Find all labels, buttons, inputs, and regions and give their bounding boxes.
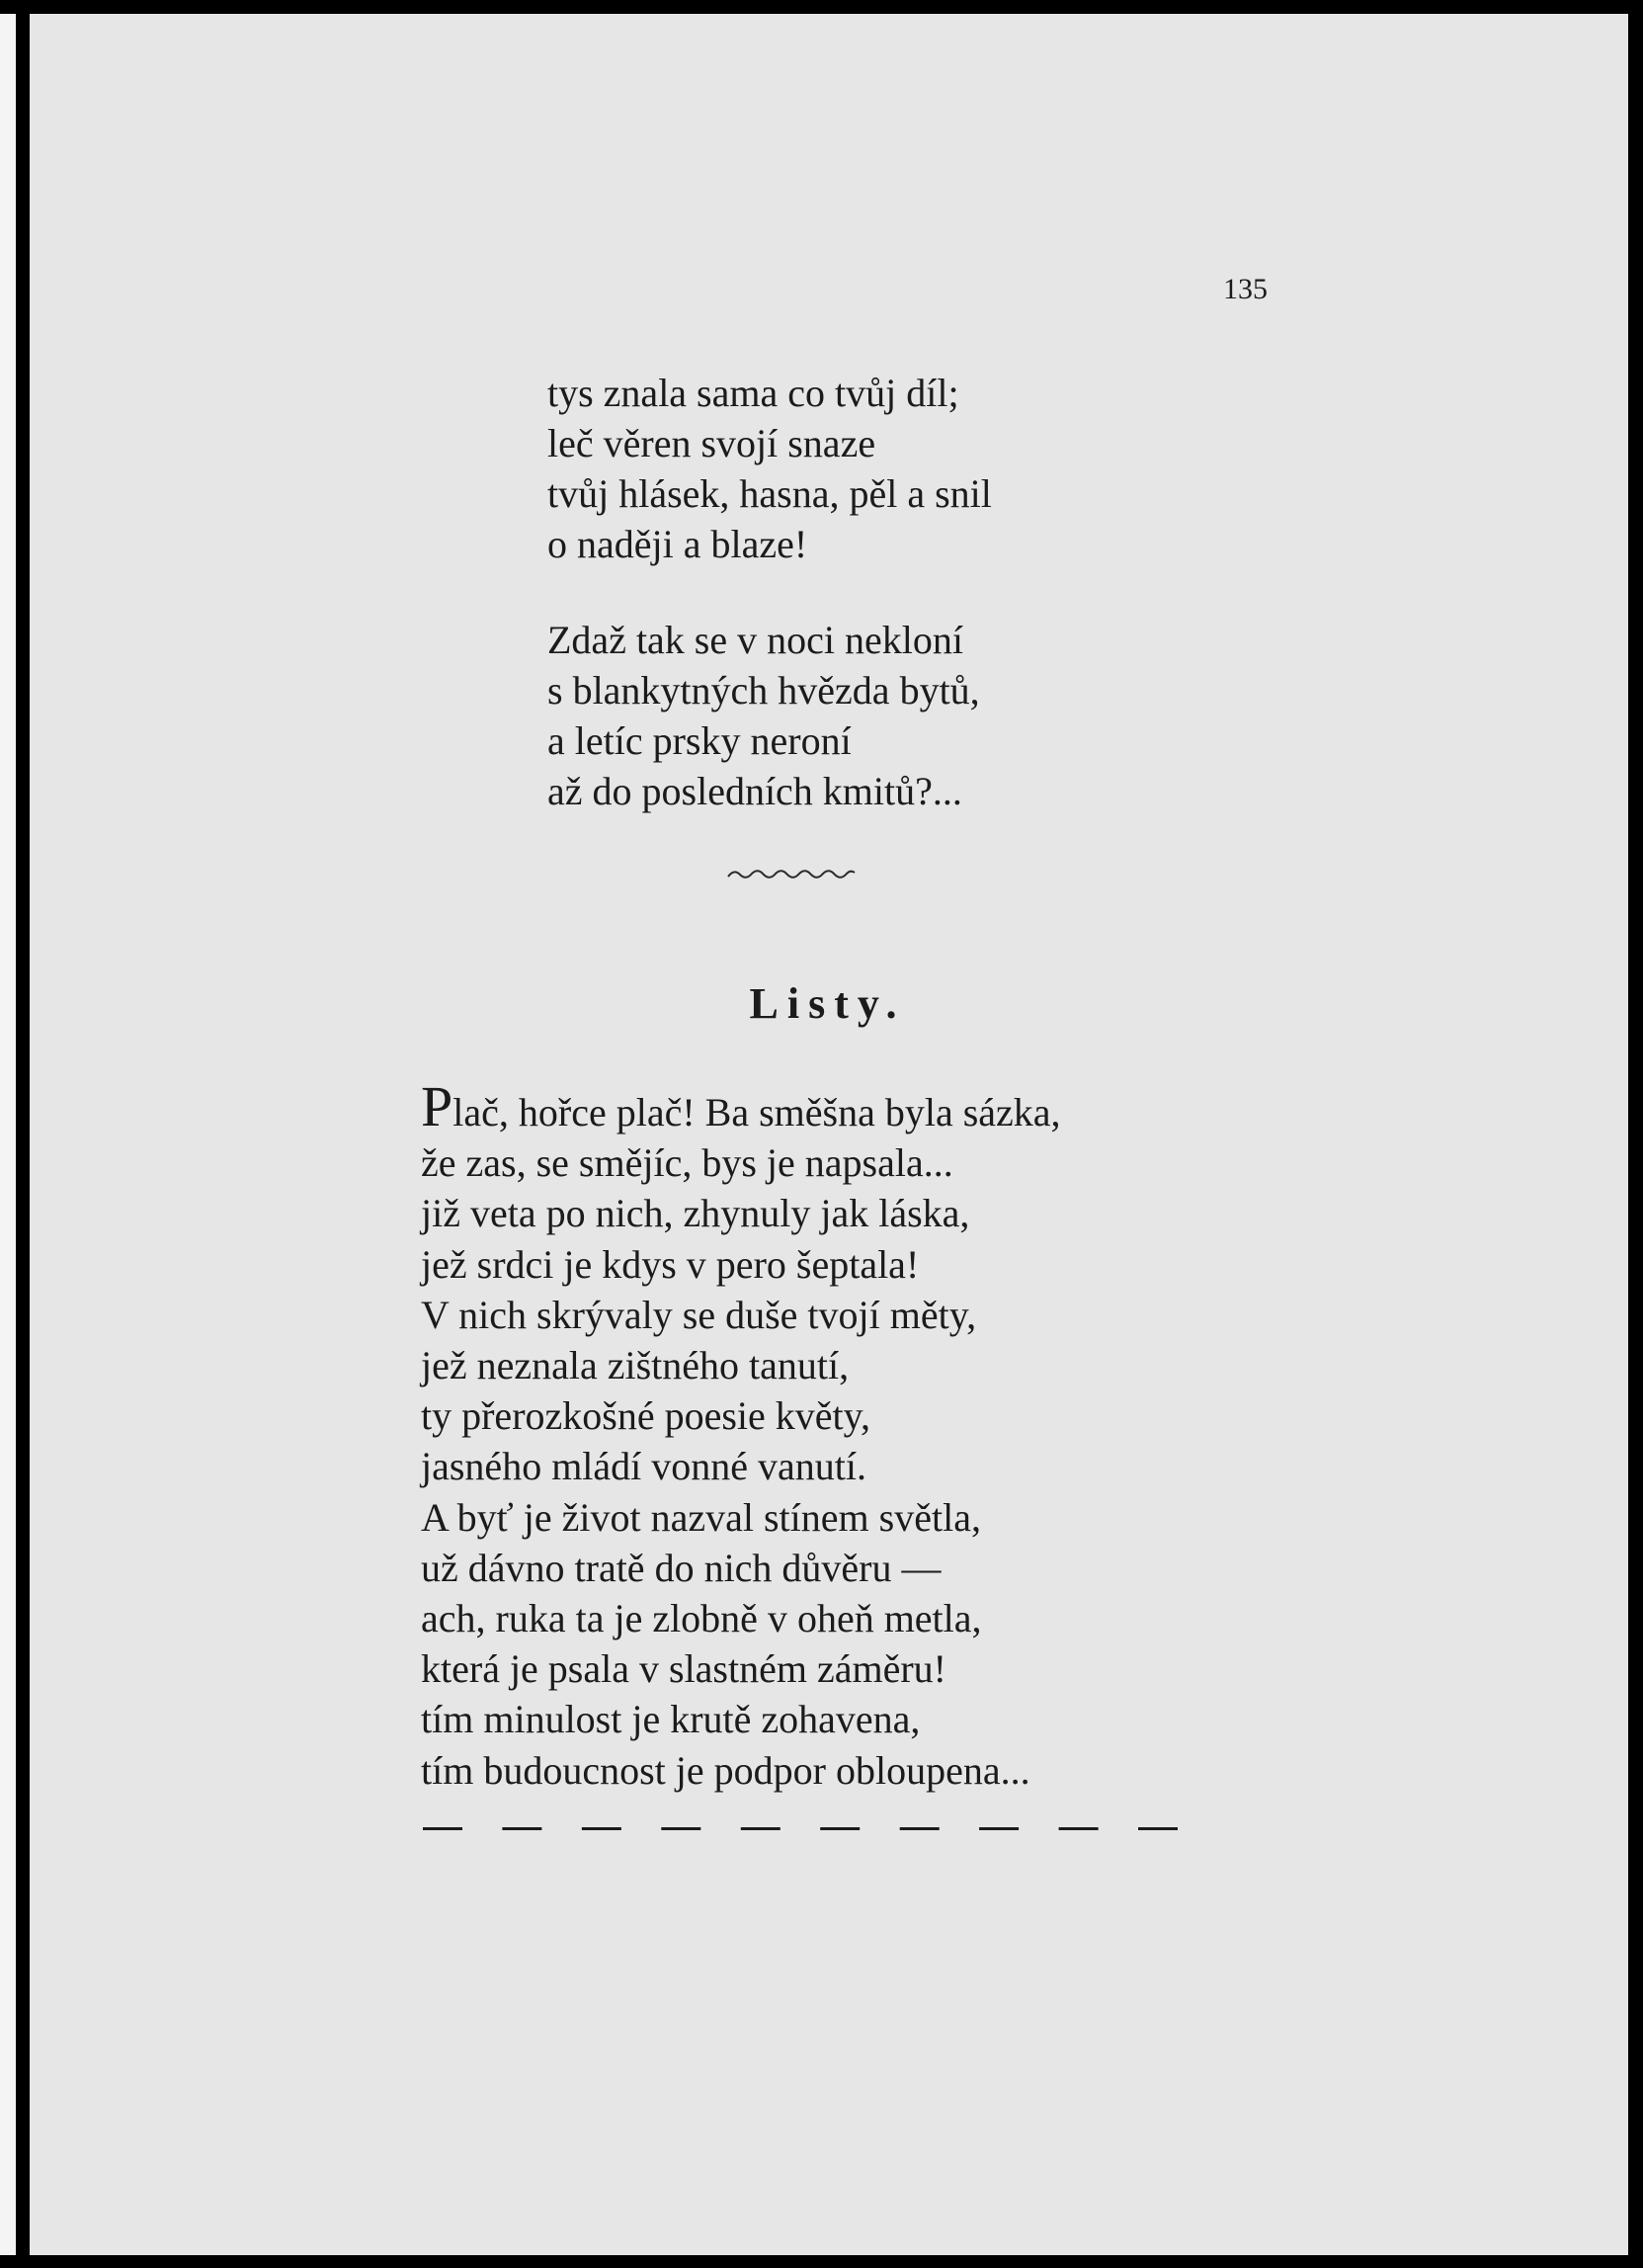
separator-dash (502, 1827, 541, 1830)
stanza-1 (547, 368, 992, 569)
poem-line: jež neznala zištného tanutí, (421, 1343, 850, 1388)
drop-initial: P (421, 1074, 453, 1138)
dash-row (423, 1826, 1178, 1832)
stanza-line: o naději a blaze! (547, 522, 808, 566)
poem-body (421, 1074, 1061, 1796)
poem-line: A byť je život nazval stínem světla, (421, 1494, 981, 1540)
page-number: 135 (1223, 273, 1268, 305)
poem-line: že zas, se smějíc, bys je napsala... (421, 1140, 953, 1186)
poem-title: Listy. (749, 979, 906, 1028)
poem-line: ach, ruka ta je zlobně v oheň metla, (421, 1596, 982, 1641)
poem-line: která je psala v slastném záměru! (421, 1646, 946, 1692)
separator-dash (661, 1827, 700, 1830)
separator-dash (820, 1827, 860, 1830)
stanza-line: a letíc prsky neroní (547, 718, 852, 763)
poem-line: jež srdci je kdys v pero šeptala! (421, 1241, 920, 1287)
stanza-line: tvůj hlásek, hasna, pěl a snil (547, 471, 992, 516)
poem-line: tím minulost je krutě zohavena, (421, 1697, 921, 1742)
stanza-line: leč věren svojí snaze (547, 421, 876, 465)
separator-dash (423, 1827, 462, 1830)
separator-dash (1059, 1827, 1099, 1830)
poem-line: V nich skrývaly se duše tvojí měty, (421, 1292, 977, 1337)
separator-dash (741, 1827, 780, 1830)
poem-line: už dávno tratě do nich důvěru — (421, 1545, 942, 1590)
stanza-line: až do posledních kmitů?... (547, 769, 962, 813)
separator-dash (582, 1827, 621, 1830)
stanza-line: s blankytných hvězda bytů, (547, 668, 980, 713)
stanza-2 (547, 615, 980, 816)
separator-dash (900, 1827, 940, 1830)
poem-line: tím budoucnost je podpor obloupena... (421, 1747, 1030, 1793)
page-edge (0, 14, 16, 2255)
stanza-line: Zdaž tak se v noci nekloní (547, 618, 963, 662)
poem-line: již veta po nich, zhynuly jak láska, (421, 1191, 970, 1236)
poem-first-line (421, 1074, 1061, 1138)
poem-line: jasného mládí vonné vanutí. (421, 1444, 867, 1489)
poem-line: ty přerozkošné poesie květy, (421, 1393, 871, 1439)
separator-dash (1138, 1827, 1178, 1830)
stanza-line: tys znala sama co tvůj díl; (547, 371, 959, 415)
separator-dash (979, 1827, 1019, 1830)
poem-first-line-rest: lač, hořce plač! Ba směšna byla sázka, (452, 1090, 1061, 1134)
wave-ornament-icon (726, 864, 857, 885)
